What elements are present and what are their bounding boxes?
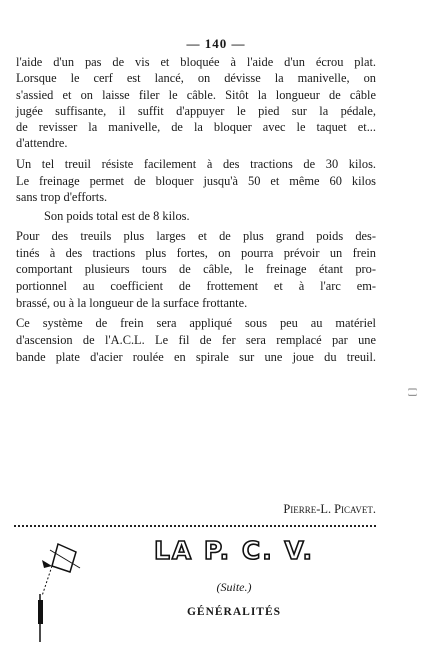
author-signature: Pierre-L. Picavet. — [283, 502, 376, 516]
page-number: — 140 — — [186, 36, 246, 51]
text-line: d'attendre. — [16, 136, 68, 150]
kite-logo-icon — [30, 538, 100, 648]
text-line: Pour des treuils plus larges et de plus grand poids des- — [16, 229, 376, 243]
text-line: portionnel au coefficient de frottement et à l'arc em- — [16, 279, 376, 293]
text-line: Ce système de frein sera appliqué sous peu au matériel — [16, 316, 376, 330]
section-heading: GÉNÉRALITÉS — [186, 606, 282, 618]
text-line: brassé, ou à la longueur de la surface frottante. — [16, 296, 248, 310]
text-line: jugée suffisante, il suffit d'appuyer le pied sur la pédale, — [16, 104, 376, 118]
text-line: Son poids total est de 8 kilos. — [44, 209, 190, 223]
text-line: Le freinage permet de bloquer jusqu'à 50 et même 60 kilos — [16, 174, 376, 188]
text-line: l'aide d'un pas de vis et bloquée à l'aide d'un écrou plat. — [16, 55, 376, 69]
text-line: comportant plusieurs tours de câble, le freinage étant pro- — [16, 262, 376, 276]
section-divider — [14, 525, 376, 527]
text-line: Un tel treuil résiste facilement à des tractions de 30 kilos. — [16, 157, 376, 171]
margin-note: [ ] — [408, 388, 418, 397]
text-line: de revisser la manivelle, de la bloquer avec le taquet et... — [16, 120, 376, 134]
text-line: tinés à des tractions plus fortes, on pourra prévoir un frein — [16, 246, 376, 260]
text-line: s'assied et on laisse filer le câble. Sitôt la longueur de câble — [16, 88, 376, 102]
section-title: LA P. C. V. — [153, 536, 315, 565]
text-line: sans trop d'efforts. — [16, 190, 108, 204]
text-line: d'ascension de l'A.C.L. Le fil de fer sera remplacé par une — [16, 333, 376, 347]
text-line: bande plate d'acier roulée en spirale sur une joue du treuil. — [16, 350, 376, 364]
text-line: Lorsque le cerf est lancé, on dévisse la manivelle, on — [16, 71, 376, 85]
section-subtitle: (Suite.) — [216, 580, 252, 594]
